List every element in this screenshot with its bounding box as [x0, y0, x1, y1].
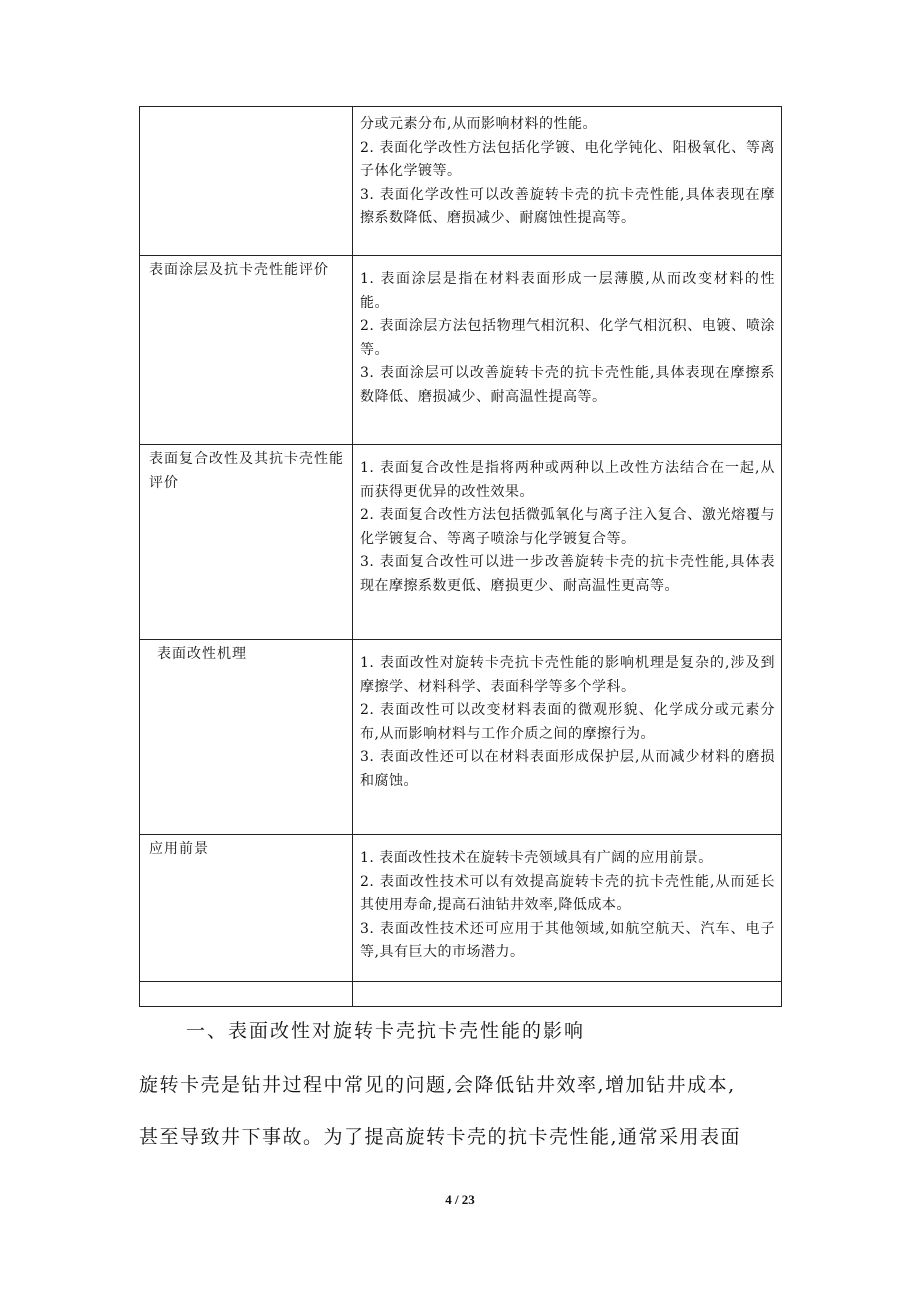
row-label-cell [140, 640, 353, 835]
list-item: 分或元素分布,从而影响材料的性能。 [360, 116, 597, 132]
table-row [140, 982, 782, 1007]
row-label-cell [140, 835, 353, 982]
list-item: 2. 表面改性技术可以有效提高旋转卡壳的抗卡壳性能,从而延长其使用寿命,提高石油钻井效率,降低成本。 [360, 873, 775, 913]
list-item: 1. 表面改性技术在旋转卡壳领域具有广阔的应用前景。 [360, 850, 713, 866]
row-content-cell [353, 640, 782, 835]
row-content-cell [353, 256, 782, 445]
list-item: 2. 表面改性可以改变材料表面的微观形貌、化学成分或元素分布,从而影响材料与工作介质之间的摩擦行为。 [360, 702, 775, 742]
list-item: 3. 表面改性还可以在材料表面形成保护层,从而减少材料的磨损和腐蚀。 [360, 749, 775, 789]
page-number: 4 / 23 [445, 1192, 475, 1207]
list-item: 2. 表面涂层方法包括物理气相沉积、化学气相沉积、电镀、喷涂等。 [360, 318, 775, 358]
row-label [140, 107, 352, 114]
list-item: 3. 表面化学改性可以改善旋转卡壳的抗卡壳性能,具体表现在摩擦系数降低、磨损减少、耐腐蚀性提高等。 [360, 186, 775, 226]
list-item: 3. 表面涂层可以改善旋转卡壳的抗卡壳性能,具体表现在摩擦系数降低、磨损减少、耐高温性提高等。 [360, 365, 775, 405]
row-content-cell [353, 835, 782, 982]
body-paragraph-line: 甚至导致井下事故。为了提高旋转卡壳的抗卡壳性能,通常采用表面 [139, 1126, 742, 1148]
table-row [140, 256, 782, 445]
empty-cell [353, 982, 782, 1007]
content-table [139, 106, 782, 1007]
row-content-cell [353, 107, 782, 256]
table-row [140, 107, 782, 256]
list-item: 3. 表面改性技术还可应用于其他领域,如航空航天、汽车、电子等,具有巨大的市场潜力。 [360, 920, 775, 960]
list-item: 2. 表面复合改性方法包括微弧氧化与离子注入复合、激光熔覆与化学镀复合、等离子喷涂与化学镀复合等。 [360, 507, 775, 547]
list-item: 2. 表面化学改性方法包括化学镀、电化学钝化、阳极氧化、等离子体化学镀等。 [360, 139, 775, 179]
section-heading: 一、表面改性对旋转卡壳抗卡壳性能的影响 [186, 1020, 586, 1042]
row-label-cell [140, 107, 353, 256]
list-item: 1. 表面改性对旋转卡壳抗卡壳性能的影响机理是复杂的,涉及到摩擦学、材料科学、表面科学等多个学科。 [360, 655, 775, 695]
row-label: 表面改性机理 [157, 646, 247, 662]
table-row [140, 640, 782, 835]
row-label-cell [140, 445, 353, 640]
table-row [140, 445, 782, 640]
table-row [140, 835, 782, 982]
list-item: 1. 表面涂层是指在材料表面形成一层薄膜,从而改变材料的性能。 [360, 271, 775, 311]
row-label: 表面涂层及抗卡壳性能评价 [149, 262, 329, 278]
body-paragraph-line: 旋转卡壳是钻井过程中常见的问题,会降低钻井效率,增加钻井成本, [139, 1074, 736, 1096]
list-item: 1. 表面复合改性是指将两种或两种以上改性方法结合在一起,从而获得更优异的改性效果。 [360, 460, 775, 500]
row-content-cell [353, 445, 782, 640]
empty-cell [140, 982, 353, 1007]
list-item: 3. 表面复合改性可以进一步改善旋转卡壳的抗卡壳性能,具体表现在摩擦系数更低、磨损更少、耐高温性更高等。 [360, 554, 775, 594]
row-label-cell [140, 256, 353, 445]
row-label: 应用前景 [149, 841, 209, 857]
row-label: 表面复合改性及其抗卡壳性能评价 [149, 451, 344, 491]
